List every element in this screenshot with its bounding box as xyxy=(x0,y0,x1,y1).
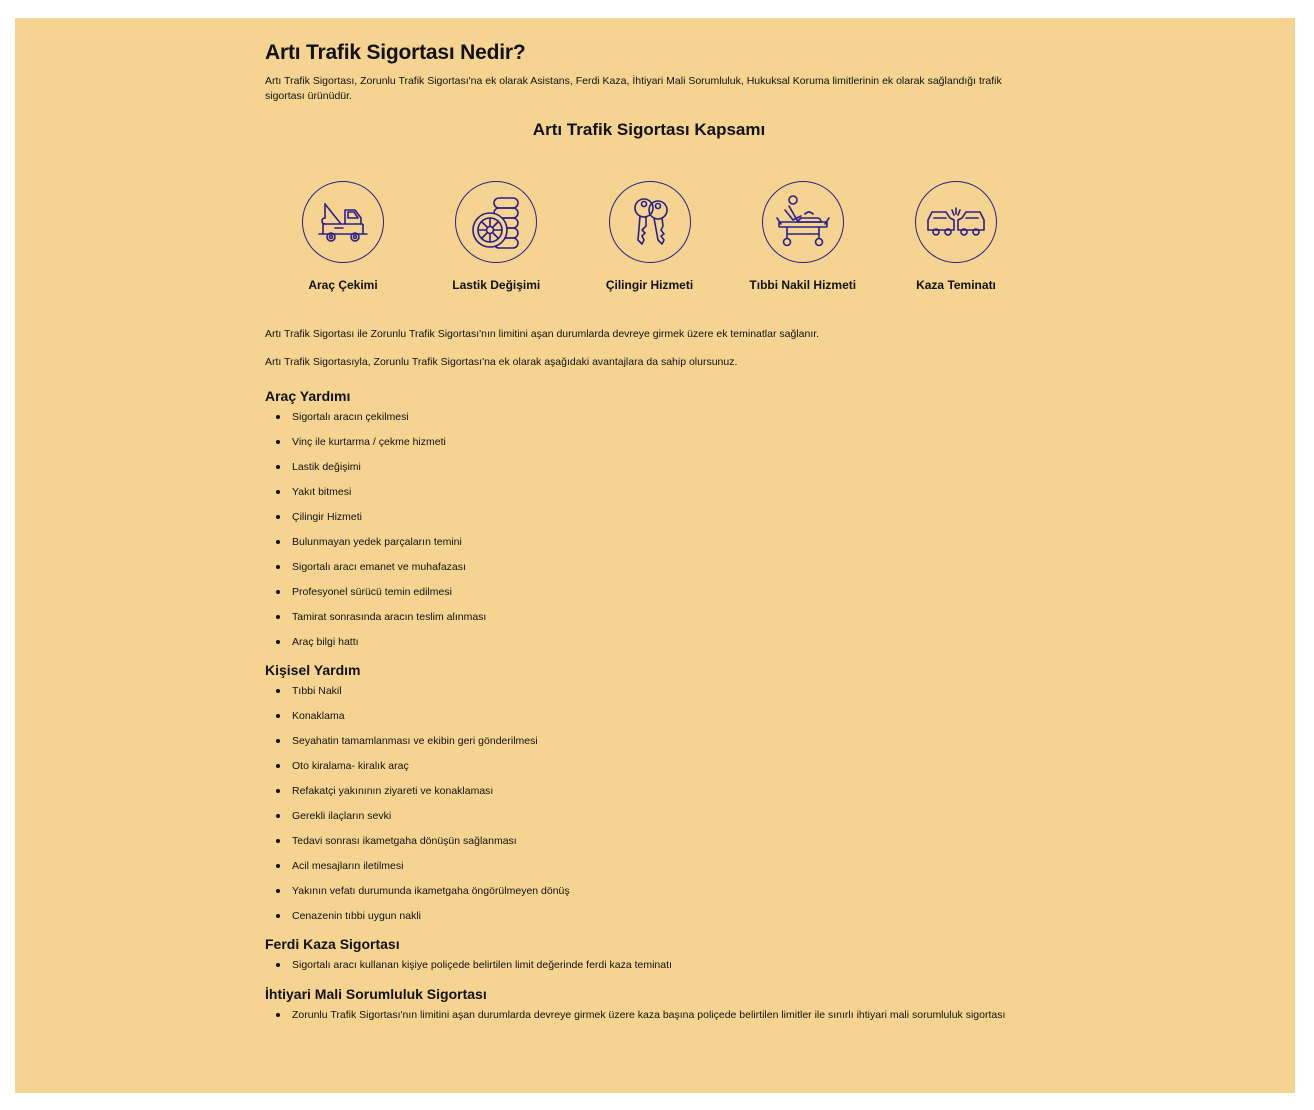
list-item: Konaklama xyxy=(275,709,1033,724)
list-item: Zorunlu Trafik Sigortası'nın limitini aşan durumlarda devreye girmek üzere kaza başına poliçede belirtilen limitler ile sınırlı ihtiyari mali sorumluluk sigortası xyxy=(275,1008,1033,1023)
coverage-label: Çilingir Hizmeti xyxy=(605,278,694,292)
list-item: Tıbbi Nakil xyxy=(275,684,1033,699)
section-heading-arac-yardimi: Araç Yardımı xyxy=(265,388,351,404)
ferdi-kaza-list xyxy=(265,958,1033,973)
list-item: Sigortalı aracın çekilmesi xyxy=(275,410,1033,425)
coverage-item-tow xyxy=(276,181,410,293)
icon-circle xyxy=(609,181,691,263)
coverage-item-tire xyxy=(429,181,563,293)
intro-text: Artı Trafik Sigortası, Zorunlu Trafik Sigortası'na ek olarak Asistans, Ferdi Kaza, İhtiyari Mali Sorumluluk, Hukuksal Koruma limitlerinin ek olarak sağlandığı trafik sigortası ürünüdür. xyxy=(265,75,1002,102)
coverage-icons xyxy=(265,181,1033,293)
list-item: Oto kiralama- kiralık araç xyxy=(275,759,1033,774)
arac-yardimi-list xyxy=(265,410,1033,650)
keys-icon xyxy=(618,190,682,254)
list-item: Çilingir Hizmeti xyxy=(275,510,1033,525)
list-item: Cenazenin tıbbi uygun nakli xyxy=(275,909,1033,924)
list-item: Yakının vefatı durumunda ikametgaha öngörülmeyen dönüş xyxy=(275,884,1033,899)
tow-truck-icon xyxy=(311,190,375,254)
stretcher-icon xyxy=(771,190,835,254)
coverage-title: Artı Trafik Sigortası Kapsamı xyxy=(532,120,766,139)
list-item: Araç bilgi hattı xyxy=(275,635,1033,650)
list-item: Tedavi sonrası ikametgaha dönüşün sağlanması xyxy=(275,834,1033,849)
paragraph-advantages: Artı Trafik Sigortasıyla, Zorunlu Trafik Sigortası'na ek olarak aşağıdaki avantajlara da sahip olursunuz. xyxy=(265,356,738,368)
list-item: Yakıt bitmesi xyxy=(275,485,1033,500)
list-item: Seyahatin tamamlanması ve ekibin geri gönderilmesi xyxy=(275,734,1033,749)
list-item: Sigortalı aracı kullanan kişiye poliçede belirtilen limit değerinde ferdi kaza teminatı xyxy=(275,958,1033,973)
car-crash-icon xyxy=(924,190,988,254)
list-item: Tamirat sonrasında aracın teslim alınması xyxy=(275,610,1033,625)
coverage-label: Kaza Teminatı xyxy=(916,278,996,292)
icon-circle xyxy=(762,181,844,263)
section-heading-kisisel-yardim: Kişisel Yardım xyxy=(265,662,361,678)
list-item: Vinç ile kurtarma / çekme hizmeti xyxy=(275,435,1033,450)
coverage-label: Tıbbi Nakil Hizmeti xyxy=(749,278,857,292)
paragraph-limit: Artı Trafik Sigortası ile Zorunlu Trafik Sigortası'nın limitini aşan durumlarda devreye girmek üzere ek teminatlar sağlanır. xyxy=(265,328,820,340)
ihtiyari-list xyxy=(265,1008,1033,1023)
list-item: Bulunmayan yedek parçaların temini xyxy=(275,535,1033,550)
coverage-label: Lastik Değişimi xyxy=(452,278,541,292)
coverage-item-locksmith xyxy=(583,181,717,293)
list-item: Refakatçi yakınının ziyareti ve konaklaması xyxy=(275,784,1033,799)
coverage-label: Araç Çekimi xyxy=(308,278,378,292)
list-item: Gerekli ilaçların sevki xyxy=(275,809,1033,824)
icon-circle xyxy=(915,181,997,263)
coverage-item-accident xyxy=(889,181,1023,293)
article xyxy=(265,40,1033,1023)
list-item: Profesyonel sürücü temin edilmesi xyxy=(275,585,1033,600)
page-title: Artı Trafik Sigortası Nedir? xyxy=(265,41,526,64)
list-item: Lastik değişimi xyxy=(275,460,1033,475)
list-item: Sigortalı aracı emanet ve muhafazası xyxy=(275,560,1033,575)
kisisel-yardim-list xyxy=(265,684,1033,924)
coverage-item-medical xyxy=(736,181,870,293)
icon-circle xyxy=(455,181,537,263)
content-panel xyxy=(15,18,1295,1093)
section-heading-ferdi-kaza: Ferdi Kaza Sigortası xyxy=(265,936,400,952)
icon-circle xyxy=(302,181,384,263)
list-item: Acil mesajların iletilmesi xyxy=(275,859,1033,874)
section-heading-ihtiyari: İhtiyari Mali Sorumluluk Sigortası xyxy=(265,986,487,1002)
tire-icon xyxy=(464,190,528,254)
